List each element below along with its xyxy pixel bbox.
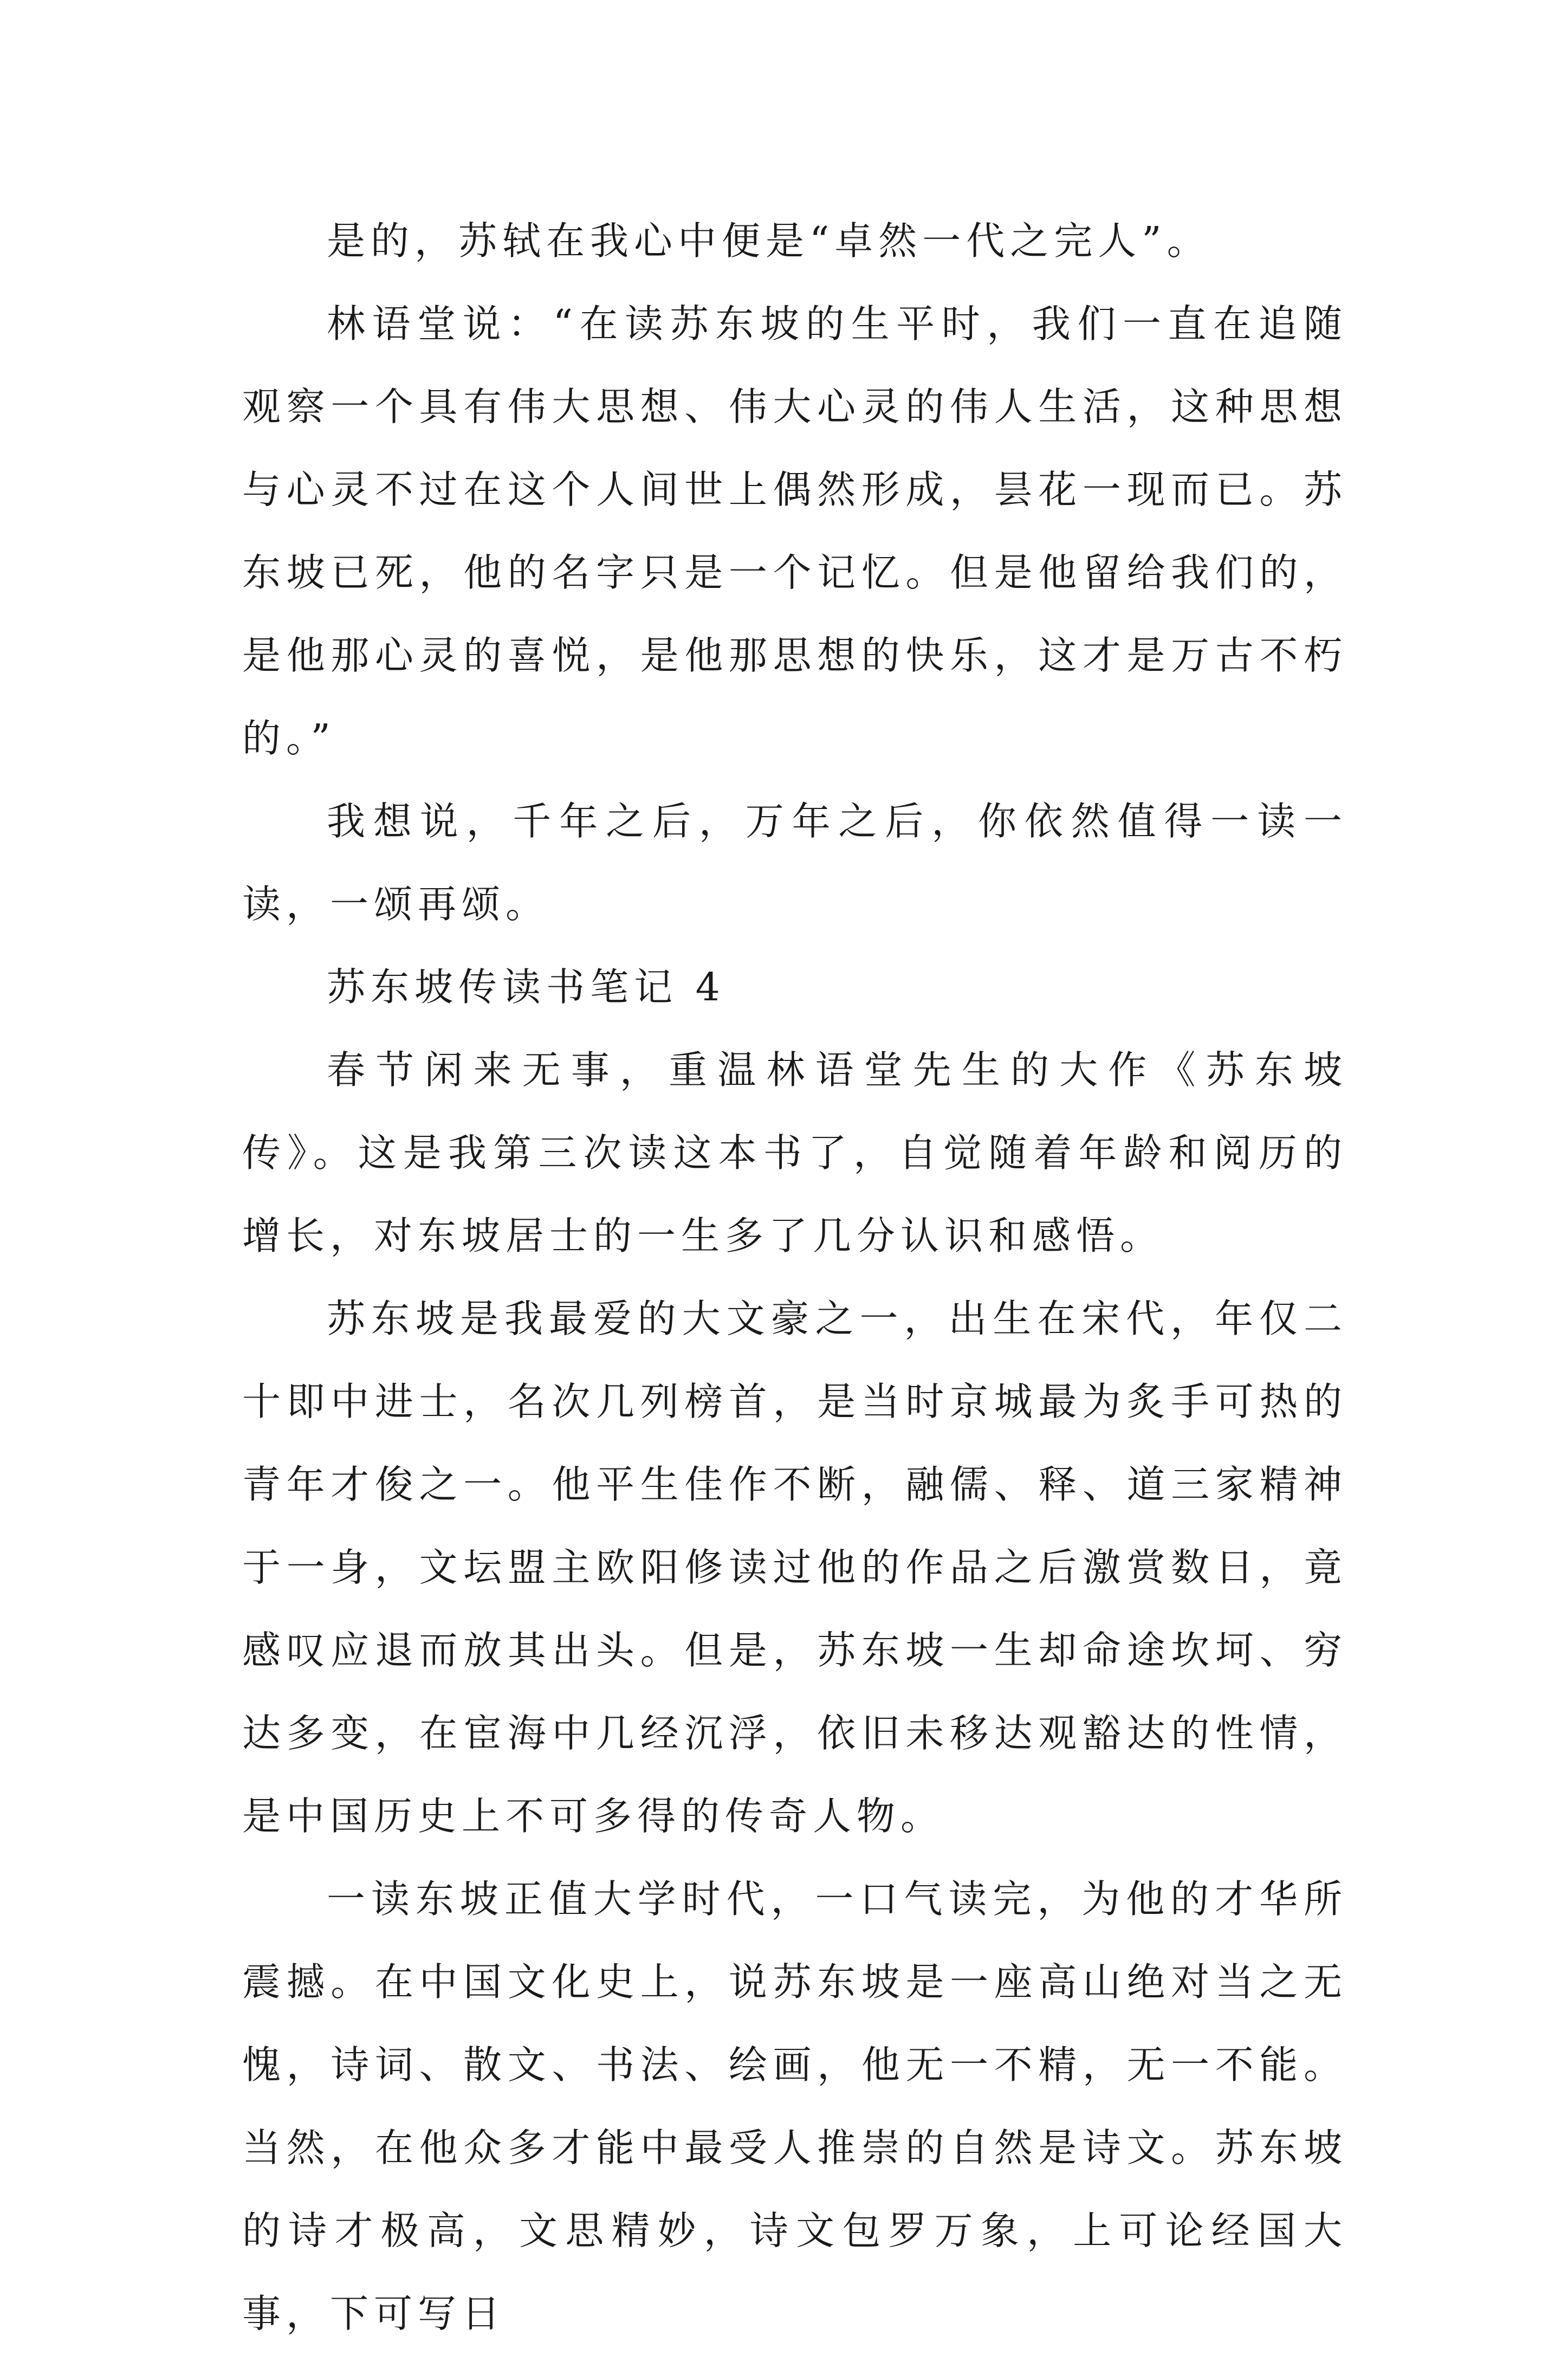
document-body [242, 199, 1347, 2355]
paragraph-3: 我想说，千年之后，万年之后，你依然值得一读一读，一颂再颂。 [242, 799, 1347, 927]
paragraph-2: 林语堂说：“在读苏东坡的生平时，我们一直在追随观察一个具有伟大思想、伟大心灵的伟人生活，这种思想与心灵不过在这个人间世上偶然形成，昙花一现而已。苏东坡已死，他的名字只是一个记忆。但是他留给我们的，是他那心灵的喜悦，是他那思想的快乐，这才是万古不朽的。” [242, 301, 1347, 761]
paragraph-5: 苏东坡是我最爱的大文豪之一，出生在宋代，年仅二十即中进士，名次几列榜首，是当时京城最为炙手可热的青年才俊之一。他平生佳作不断，融儒、释、道三家精神于一身，文坛盟主欧阳修读过他的作品之后激赏数日，竟感叹应退而放其出头。但是，苏东坡一生却命途坎坷、穷达多变，在宦海中几经沉浮，依旧未移达观豁达的性情，是中国历史上不可多得的传奇人物。 [242, 1296, 1347, 1839]
paragraph-6: 一读东坡正值大学时代，一口气读完，为他的才华所震撼。在中国文化史上，说苏东坡是一座高山绝对当之无愧，诗词、散文、书法、绘画，他无一不精，无一不能。当然，在他众多才能中最受人推崇的自然是诗文。苏东坡的诗才极高，文思精妙，诗文包罗万象，上可论经国大事，下可写日 [242, 1877, 1347, 2336]
paragraph-4: 春节闲来无事，重温林语堂先生的大作《苏东坡传》。这是我第三次读这本书了，自觉随着年龄和阅历的增长，对东坡居士的一生多了几分认识和感悟。 [242, 1047, 1347, 1258]
section-heading: 苏东坡传读书笔记 4 [327, 965, 725, 1010]
paragraph-1: 是的，苏轼在我心中便是“卓然一代之完人”。 [327, 218, 1211, 263]
